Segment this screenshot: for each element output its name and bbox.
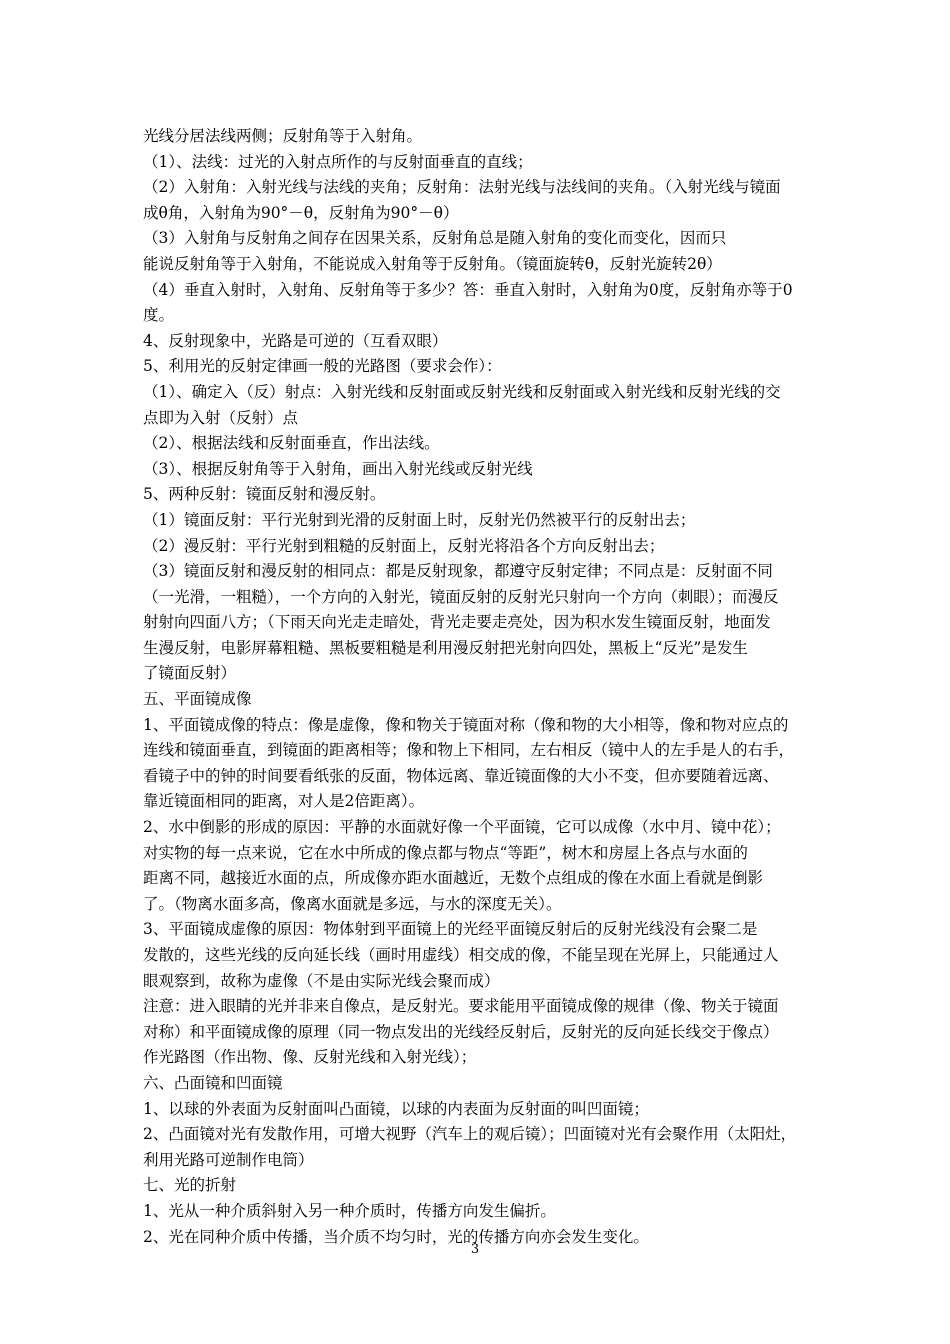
text-line: 发散的，这些光线的反向延长线（画时用虚线）相交成的像，不能呈现在光屏上，只能通过人 [143,946,779,964]
text-line: 注意：进入眼睛的光并非来自像点，是反射光。要求能用平面镜成像的规律（像、物关于镜面 [143,997,779,1016]
text-line: （4）垂直入射时，入射角、反射角等于多少？答：垂直入射时，入射角为0度，反射角亦等于0 [143,280,793,299]
text-line: 眼观察到，故称为虚像（不是由实际光线会聚而成） [143,971,500,990]
text-line: （2）漫反射：平行光射到粗糙的反射面上，反射光将沿各个方向反射出去； [143,536,665,555]
text-line: 5、利用光的反射定律画一般的光路图（要求会作）： [143,357,502,376]
text-line: 了。（物离水面多高，像离水面就是多远，与水的深度无关）。 [143,894,562,913]
text-line: 5、两种反射：镜面反射和漫反射。 [143,485,386,504]
document-body [143,124,815,1250]
text-line: 1、以球的外表面为反射面叫凸面镜，以球的内表面为反射面的叫凹面镜； [143,1099,649,1118]
text-line: （2）入射角：入射光线与法线的夹角；反射角：法射光线与法线间的夹角。（入射光线与镜面 [143,178,781,197]
text-line: 射射向四面八方；（下雨天向光走走暗处，背光走要走亮处，因为积水发生镜面反射，地面发 [143,613,771,632]
text-line: 生漫反射，电影屏幕粗糙、黑板要粗糙是利用漫反射把光射向四处，黑板上“反光”是发生 [143,638,748,657]
text-line: （3）、根据反射角等于入射角，画出入射光线或反射光线 [143,459,533,478]
text-line: 对实物的每一点来说，它在水中所成的像点都与物点“等距”，树木和房屋上各点与水面的 [143,843,748,862]
text-line: （3）入射角与反射角之间存在因果关系，反射角总是随入射角的变化而变化，因而只 [143,229,727,248]
text-line: 五、平面镜成像 [143,690,252,709]
text-line: 1、光从一种介质斜射入另一种介质时，传播方向发生偏折。 [143,1201,556,1220]
text-line: 看镜子中的钟的时间要看纸张的反面，物体远离、靠近镜面像的大小不变，但亦要随着远离、 [143,766,779,785]
text-line: 距离不同，越接近水面的点，所成像亦距水面越近，无数个点组成的像在水面上看就是倒影 [143,869,764,888]
text-line: 度。 [143,306,175,325]
text-line: 六、凸面镜和凹面镜 [143,1073,283,1092]
text-line: （1）、法线：过光的入射点所作的与反射面垂直的直线； [143,152,533,171]
text-line: 2、凸面镜对光有发散作用，可增大视野（汽车上的观后镜）；凹面镜对光有会聚作用（太阳灶， [143,1125,797,1144]
text-line: （一光滑，一粗糙），一个方向的入射光，镜面反射的反射光只射向一个方向（刺眼）；而漫反 [143,587,779,606]
text-line: 点即为入射（反射）点 [143,408,299,427]
text-line: 3、平面镜成虚像的原因：物体射到平面镜上的光经平面镜反射后的反射光线没有会聚二是 [143,920,758,939]
page-number: 3 [470,1242,480,1257]
text-line: 能说反射角等于入射角，不能说成入射角等于反射角。（镜面旋转θ，反射光旋转2θ） [143,254,722,273]
text-line: 连线和镜面垂直，到镜面的距离相等；像和物上下相同，左右相反（镜中人的左手是人的右手， [143,741,795,760]
text-line: 4、反射现象中，光路是可逆的（互看双眼） [143,331,448,350]
text-line: 七、光的折射 [143,1176,237,1195]
text-line: 了镜面反射） [143,664,237,683]
text-line: （1）镜面反射：平行光射到光滑的反射面上时，反射光仍然被平行的反射出去； [143,510,696,529]
text-line: 2、水中倒影的形成的原因：平静的水面就好像一个平面镜，它可以成像（水中月、镜中花）； [143,818,781,837]
text-line: 靠近镜面相同的距离，对人是2倍距离）。 [143,792,425,811]
text-line: 2、光在同种介质中传播，当介质不均匀时，光的传播方向亦会发生变化。 [143,1227,649,1246]
text-line: 1、平面镜成像的特点：像是虚像，像和物关于镜面对称（像和物的大小相等，像和物对应点的 [143,715,789,734]
text-line: 利用光路可逆制作电筒） [143,1150,314,1169]
text-line: （2）、根据法线和反射面垂直，作出法线。 [143,434,440,453]
text-line: 对称）和平面镜成像的原理（同一物点发出的光线经反射后，反射光的反向延长线交于像点） [143,1022,779,1041]
text-line: 作光路图（作出物、像、反射光线和入射光线）； [143,1048,477,1067]
text-line: （1）、确定入（反）射点：入射光线和反射面或反射光线和反射面或入射光线和反射光线的交 [143,382,781,401]
text-line: （3）镜面反射和漫反射的相同点：都是反射现象，都遵守反射定律；不同点是：反射面不同 [143,562,773,581]
text-line: 成θ角，入射角为90°－θ，反射角为90°－θ） [143,203,459,222]
text-line: 光线分居法线两侧；反射角等于入射角。 [143,127,423,145]
